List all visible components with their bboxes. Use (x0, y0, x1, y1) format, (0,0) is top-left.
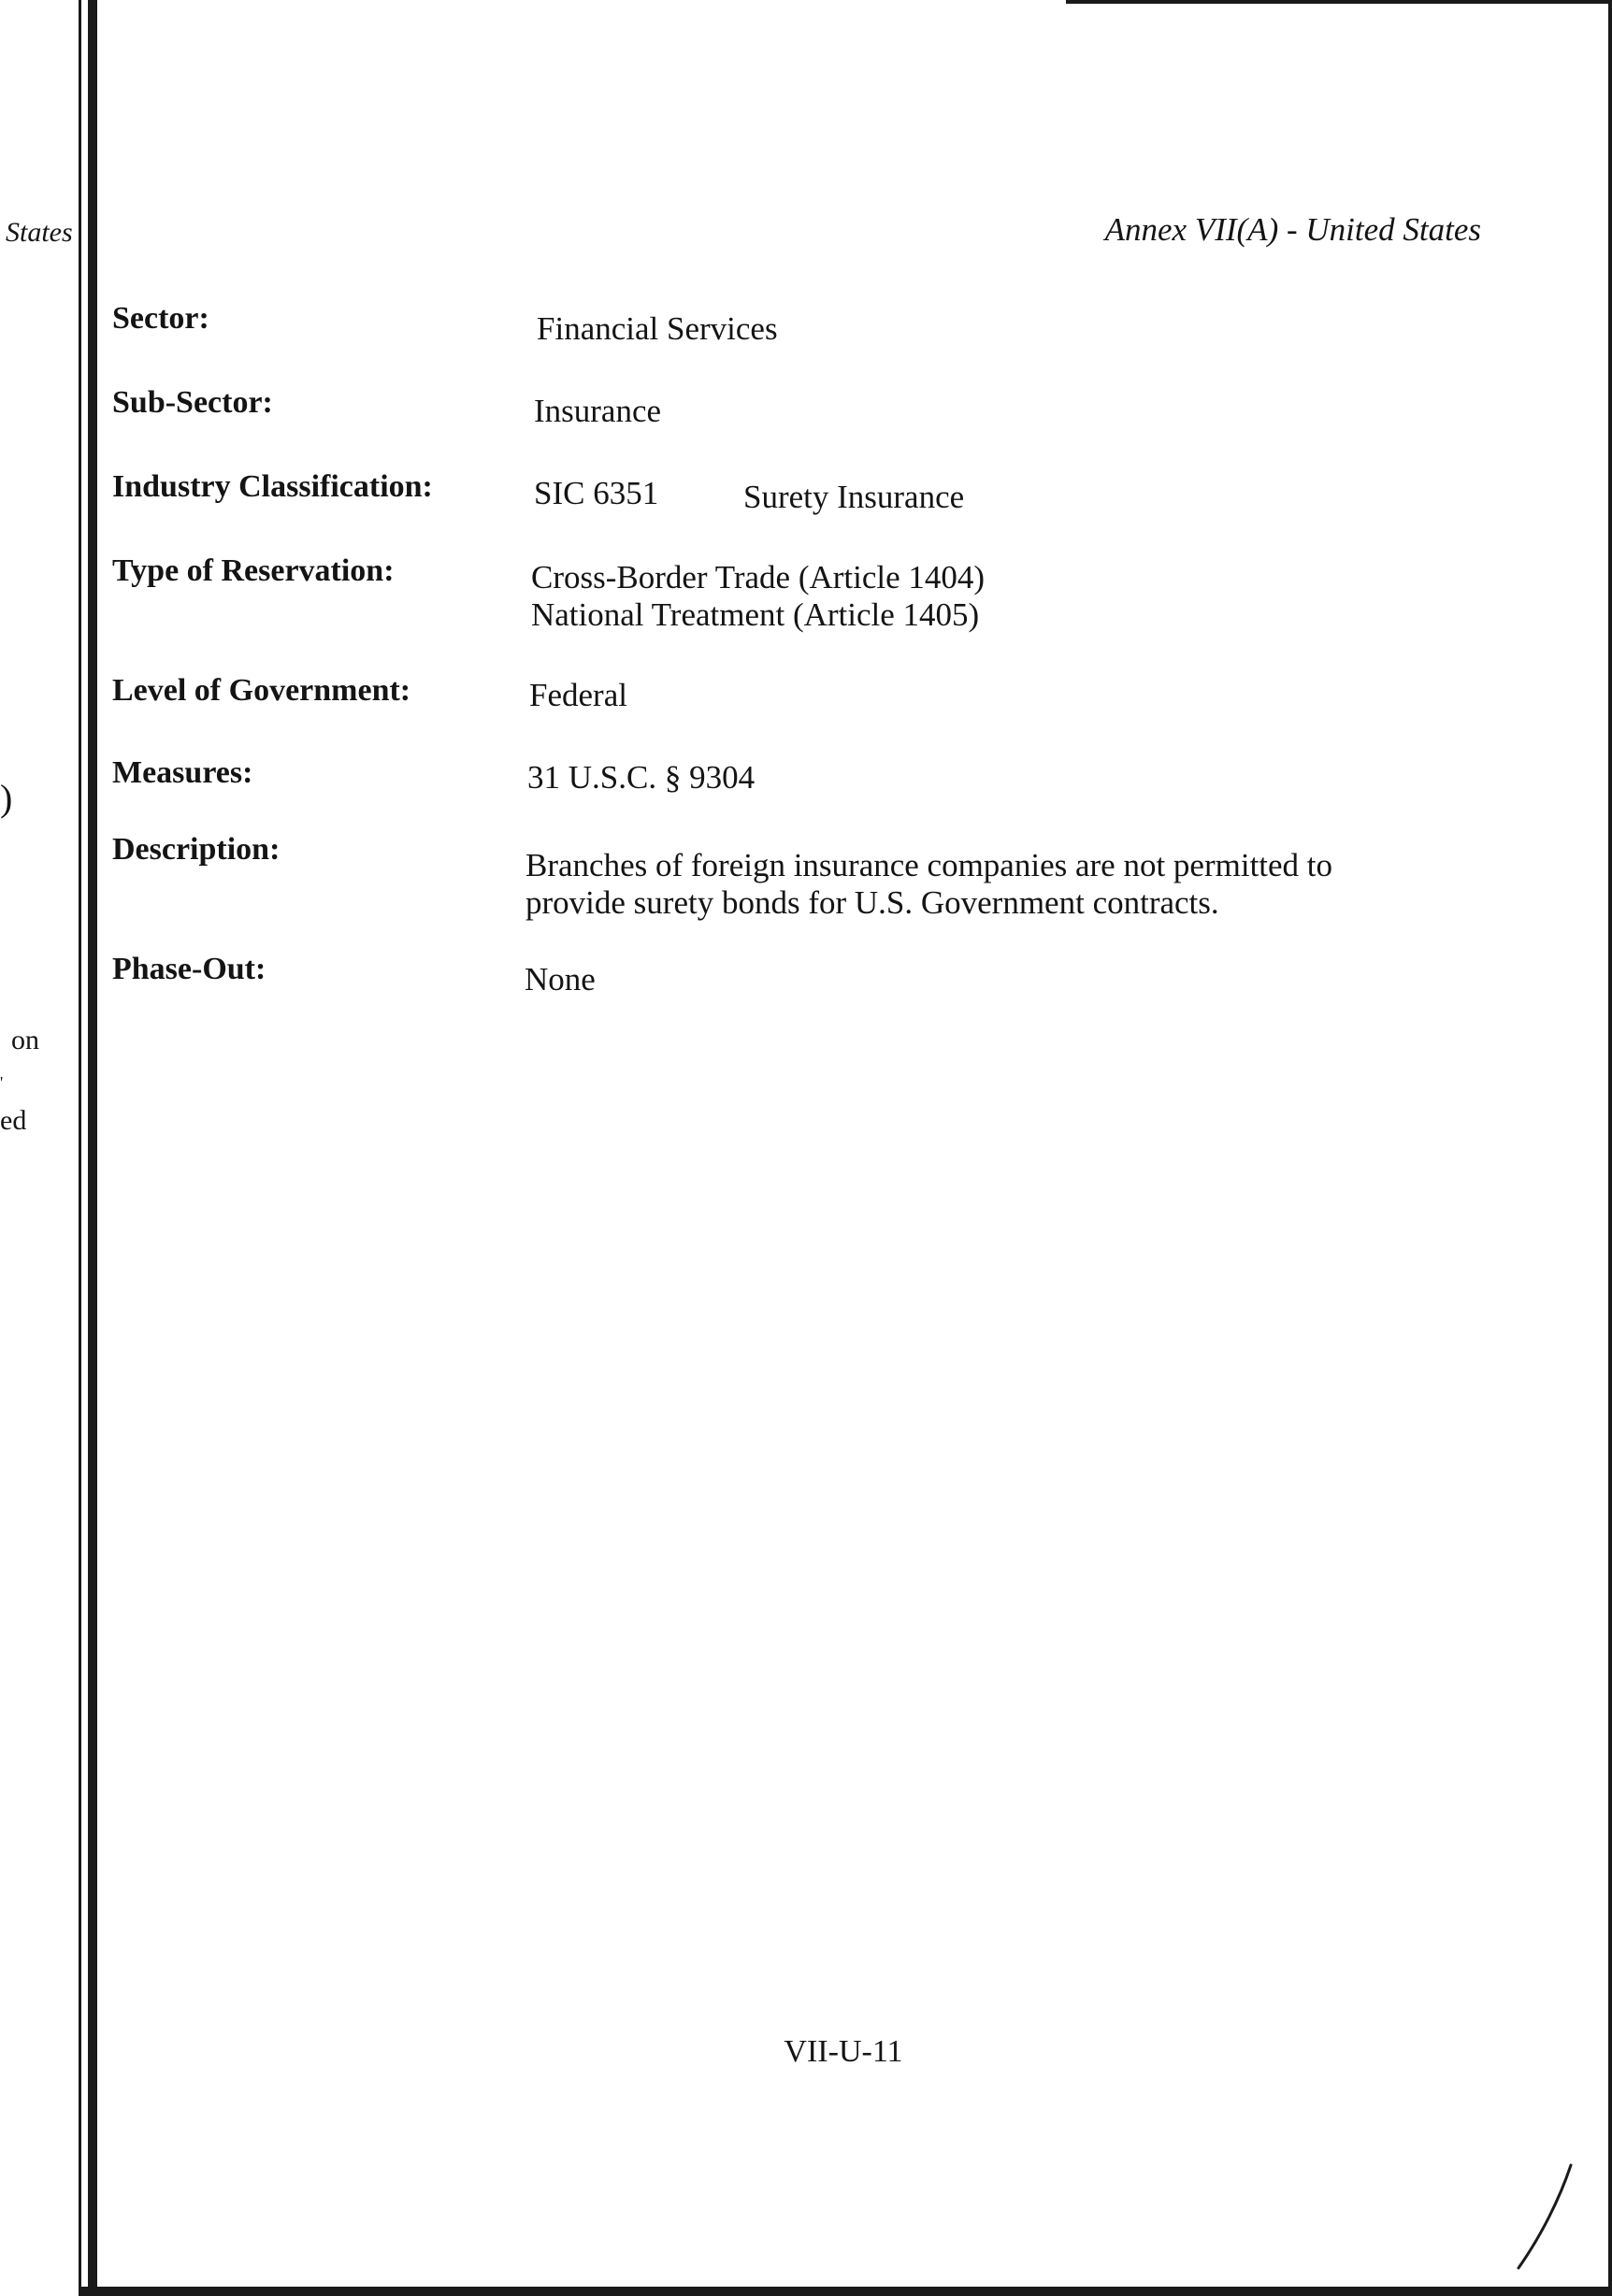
field-label: Type of Reservation: (112, 553, 395, 588)
previous-page-fragment-states: States (6, 217, 73, 248)
field-label: Sector: (112, 301, 209, 336)
binding-edge-line (79, 0, 81, 2296)
sic-code: SIC 6351 (534, 475, 659, 511)
previous-page-fragment-paren: ) (0, 777, 13, 819)
field-label: Industry Classification: (112, 469, 433, 504)
field-value: Federal (529, 677, 627, 713)
description-line-1: Branches of foreign insurance companies are not permitted to (525, 847, 1333, 883)
field-value: None (525, 961, 596, 997)
description-line-2: provide surety bonds for U.S. Government contracts. (525, 884, 1219, 921)
page-right-border (1608, 0, 1612, 2296)
field-label: Level of Government: (112, 673, 411, 708)
page-top-border (1066, 0, 1612, 4)
page-number: VII-U-11 (784, 2034, 903, 2069)
reservation-line-2: National Treatment (Article 1405) (531, 596, 980, 633)
page-bottom-border (79, 2287, 1612, 2296)
field-label: Measures: (112, 755, 253, 790)
previous-page-fragment-tick: ' (0, 1073, 4, 1092)
field-value-multiline (525, 847, 1461, 922)
field-value: 31 U.S.C. § 9304 (527, 759, 756, 796)
previous-page-fragment-ed: ed (0, 1105, 27, 1136)
field-value: Financial Services (537, 310, 778, 347)
field-value: Insurance (534, 393, 662, 429)
field-label: Description: (112, 832, 281, 867)
previous-page-fragment-on: on (11, 1025, 39, 1055)
field-label: Sub-Sector: (112, 385, 273, 420)
annex-header: Annex VII(A) - United States (1104, 211, 1481, 248)
sic-name: Surety Insurance (743, 479, 965, 515)
reservation-line-1: Cross-Border Trade (Article 1404) (531, 559, 986, 596)
binding-edge-shadow (88, 0, 97, 2296)
field-label: Phase-Out: (112, 952, 266, 986)
pen-stroke-mark (1513, 2161, 1578, 2274)
field-value-multiline (531, 559, 985, 634)
